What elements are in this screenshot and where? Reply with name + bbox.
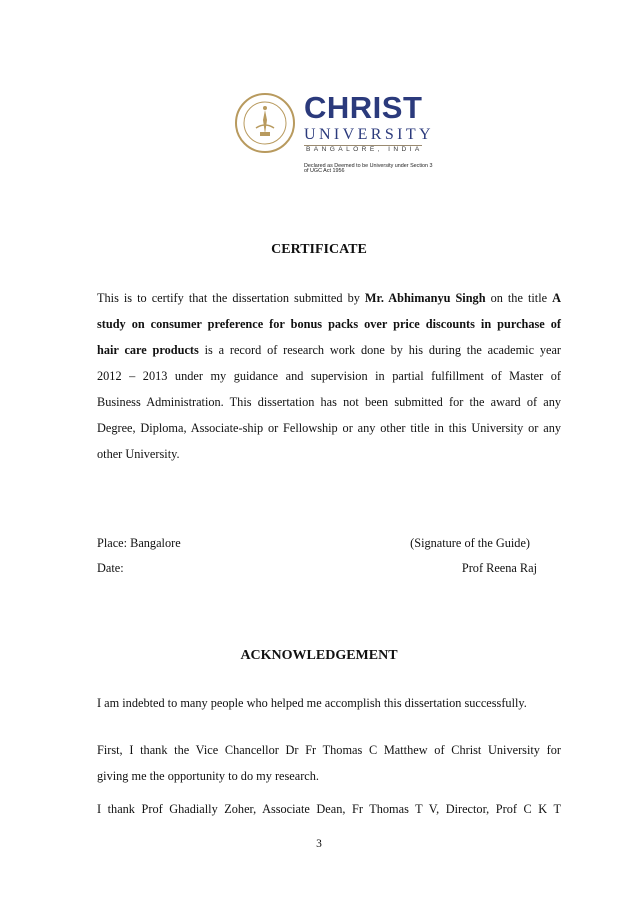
logo-location-text: BANGALORE, INDIA <box>306 146 423 153</box>
ack-line-3: giving me the opportunity to do my research. <box>97 769 319 783</box>
place-label: Place: Bangalore <box>97 536 181 550</box>
certificate-line-4: 2012 – 2013 under my guidance and supervision in partial fulfillment of Master of <box>97 369 561 383</box>
certificate-title: CERTIFICATE <box>271 242 367 257</box>
guide-name: Prof Reena Raj <box>461 561 537 575</box>
certificate-line-5: Business Administration. This dissertation has not been submitted for the award of any <box>97 395 561 409</box>
date-label: Date: <box>97 561 124 575</box>
certificate-line-3: hair care products is a record of research work done by his during the academic year <box>97 343 562 357</box>
certificate-line-7: other University. <box>97 447 180 461</box>
ack-line-1: I am indebted to many people who helped me accomplish this dissertation successfully. <box>97 696 527 710</box>
certificate-line-2: study on consumer preference for bonus packs over price discounts in purchase of <box>97 317 561 331</box>
acknowledgement-title: ACKNOWLEDGEMENT <box>240 648 398 663</box>
logo-university-text: UNIVERSITY <box>304 126 434 143</box>
certificate-line-6: Degree, Diploma, Associate-ship or Fellowship or any other title in this University or any <box>97 421 561 435</box>
acknowledgement-paragraph-3 <box>97 796 561 822</box>
page-number: 3 <box>316 838 322 850</box>
certificate-line-1: This is to certify that the dissertation submitted by Mr. Abhimanyu Singh on the title A <box>97 291 561 305</box>
certificate-body <box>97 285 561 467</box>
logo-brand-text: CHRIST <box>304 90 423 125</box>
acknowledgement-paragraph-1 <box>97 690 561 716</box>
university-logo <box>234 88 434 178</box>
guide-signature-label: (Signature of the Guide) <box>410 536 530 550</box>
university-seal-icon <box>234 92 296 154</box>
logo-note-text: Declared as Deemed to be University under Section 3 of UGC Act 1956 <box>304 163 433 175</box>
ack-line-4: I thank Prof Ghadially Zoher, Associate Dean, Fr Thomas T V, Director, Prof C K T <box>97 802 561 816</box>
acknowledgement-paragraph-2 <box>97 737 561 789</box>
ack-line-2: First, I thank the Vice Chancellor Dr Fr Thomas C Matthew of Christ University for <box>97 743 561 757</box>
